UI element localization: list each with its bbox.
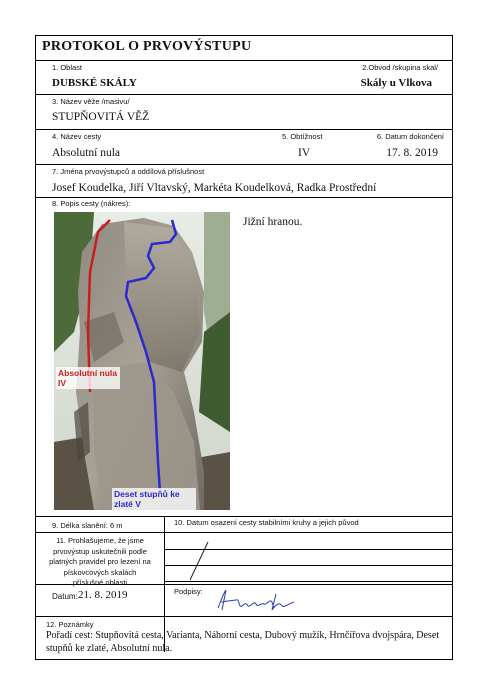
divider [36, 129, 452, 130]
divider [36, 94, 452, 95]
divider [36, 164, 452, 165]
vez-value[interactable]: STUPŇOVITÁ VĚŽ [52, 111, 150, 123]
datum-dokonceni-label: 6. Datum dokončení [376, 132, 444, 141]
divider [36, 60, 452, 61]
popis-label: 8. Popis cesty (nákres): [52, 199, 131, 208]
delka-slaneni[interactable]: 9. Délka slanění: 6 m [52, 521, 123, 530]
popis-value[interactable]: Jižní hranou. [243, 216, 303, 228]
datum-label: Datum: [52, 592, 78, 601]
oblast-label: 1. Oblast [52, 63, 83, 72]
divider [36, 197, 452, 198]
divider [36, 584, 452, 585]
prvovystupci-value[interactable]: Josef Koudelka, Jiří Vltavský, Markéta Koudelková, Radka Prostřední [52, 182, 377, 194]
prohlaseni-text: 11. Prohlašujeme, že jsme prvovýstup uskutečnili podle platných pravidel pro lezení na pískovcových skalách příslušné oblasti [49, 536, 151, 587]
divider [36, 516, 452, 517]
obvod-value[interactable]: Skály u Vlkova [360, 77, 432, 89]
obtiznost-value[interactable]: IV [298, 147, 311, 159]
obtiznost-label: 5. Obtížnost [282, 132, 323, 141]
podpisy-label: Podpisy: [174, 587, 203, 596]
prvovystupci-label: 7. Jména prvovýstupců a oddílová příslušnost [52, 167, 205, 176]
form-title: PROTOKOL O PRVOVÝSTUPU [42, 39, 252, 54]
cesta-label: 4. Název cesty [52, 132, 102, 141]
datum-dokonceni-value[interactable]: 17. 8. 2019 [386, 147, 438, 159]
signature-strike [186, 540, 212, 584]
route-photo [54, 212, 230, 510]
red-route-label: Absolutní nula IV [56, 367, 120, 389]
osazeni-label: 10. Datum osazení cesty stabilními kruhy a jejich původ [174, 518, 359, 527]
vez-label: 3. Název věže /masivu/ [52, 97, 130, 106]
blue-route-label: Deset stupňů ke zlaté V [112, 488, 196, 510]
datum-value[interactable]: 21. 8. 2019 [78, 589, 128, 601]
handwritten-signature [214, 588, 304, 614]
obvod-label: 2.Obvod /skupina skal/ [362, 63, 438, 72]
cesta-value[interactable]: Absolutní nula [52, 147, 121, 159]
oblast-value[interactable]: DUBSKÉ SKÁLY [52, 77, 137, 89]
poznamky-value[interactable]: Pořadí cest: Stupňovitá cesta, Varianta, Náhorní cesta, Dubový mužík, Hrnčířova dvojspára, Deset stupňů ke zlaté, Absolutní nula. [46, 630, 440, 654]
protocol-form [35, 35, 453, 660]
divider [36, 532, 452, 533]
rock-photo-illustration [54, 212, 230, 510]
divider [36, 616, 452, 617]
poznamky-label: 12. Poznámky [46, 620, 94, 629]
